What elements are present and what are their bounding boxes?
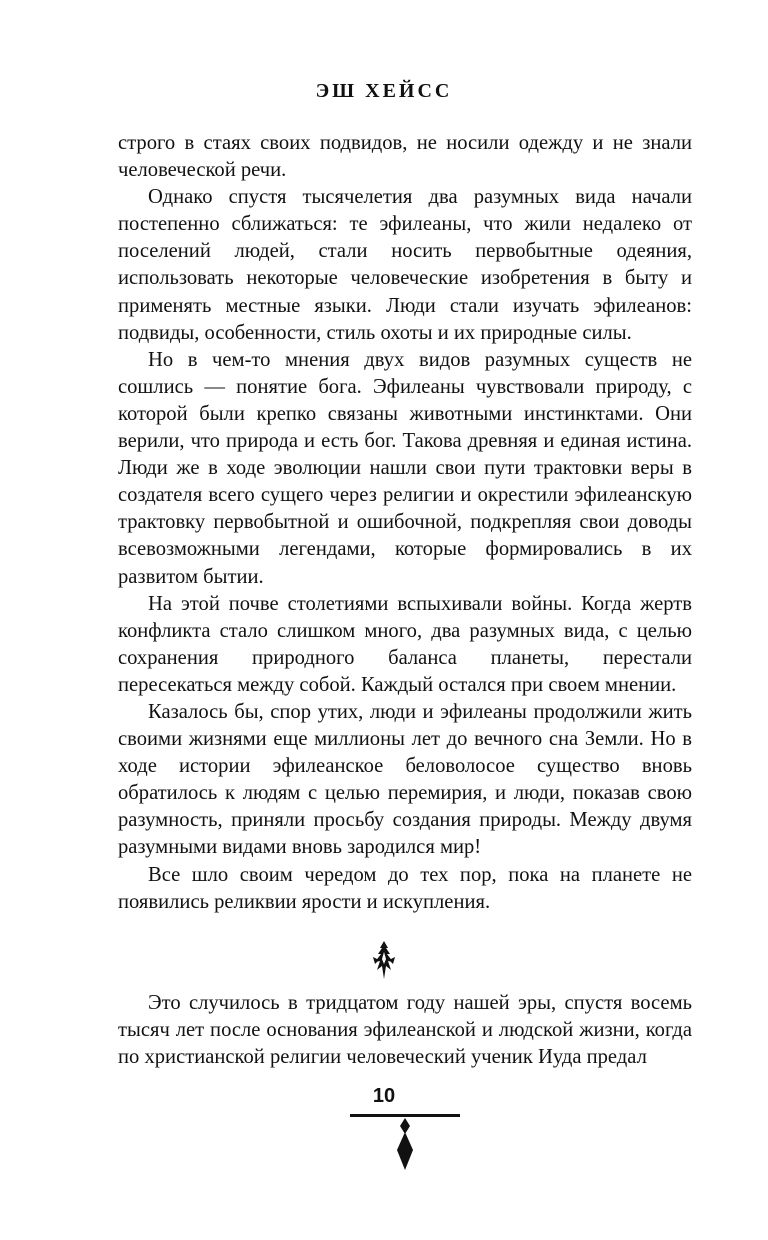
page-number-rule xyxy=(350,1114,460,1117)
paragraph-after-break: Это случилось в тридцатом году нашей эры, спустя восемь тысяч лет после основания эфилеанской и людской жизни, когда по христианской религии человеческий ученик Иуда предал xyxy=(118,992,692,1069)
paragraph-3: Но в чем-то мнения двух видов разумных существ не сошлись — понятие бога. Эфилеаны чувствовали природу, с которой были крепко связаны животными инстинктами. Они верили, что природа и есть бог. Такова древняя и единая истина. Люди же в ходе эволюции нашли свои пути трактовки веры в создателя всего сущего через религии и окрестили эфилеанскую трактовку первобытной и ошибочной, подкрепляя свои доводы всевозможными легендами, которые формировались в их развитом бытии. xyxy=(118,348,692,588)
paragraph-2: Однако спустя тысячелетия два разумных вида начали постепенно сближаться: те эфилеаны, что жили недалеко от поселений людей, стали носить первобытные одеяния, использовать некоторые человеческие изобретения в быту и применять местные языки. Люди стали изучать эфилеанов: подвиды, особенности, стиль охоты и их природные силы. xyxy=(118,186,692,344)
main-text xyxy=(118,130,692,916)
fleuron-icon xyxy=(367,940,401,980)
continuation-text xyxy=(118,990,692,1071)
paragraph-6: Все шло своим чередом до тех пор, пока на планете не появились реликвии ярости и искупления. xyxy=(118,863,692,913)
page-ornament-icon xyxy=(394,1118,416,1170)
paragraph-1: строго в стаях своих подвидов, не носили одежду и не знали человеческой речи. xyxy=(118,132,692,182)
running-head: ЭШ ХЕЙСС xyxy=(315,80,453,102)
paragraph-5: Казалось бы, спор утих, люди и эфилеаны продолжили жить своими жизнями еще миллионы лет до вечного сна Земли. Но в ходе истории эфилеанское беловолосое существо вновь обратилось к людям с целью перемирия, и люди, показав свою разумность, приняли просьбу создания природы. Между двумя разумными видами вновь зародился мир! xyxy=(118,700,692,859)
page-number: 10 xyxy=(372,1085,396,1107)
paragraph-4: На этой почве столетиями вспыхивали войны. Когда жертв конфликта стало слишком много, два разумных вида, с целью сохранения природного баланса планеты, перестали пересекаться между собой. Каждый остался при своем мнении. xyxy=(118,592,692,696)
